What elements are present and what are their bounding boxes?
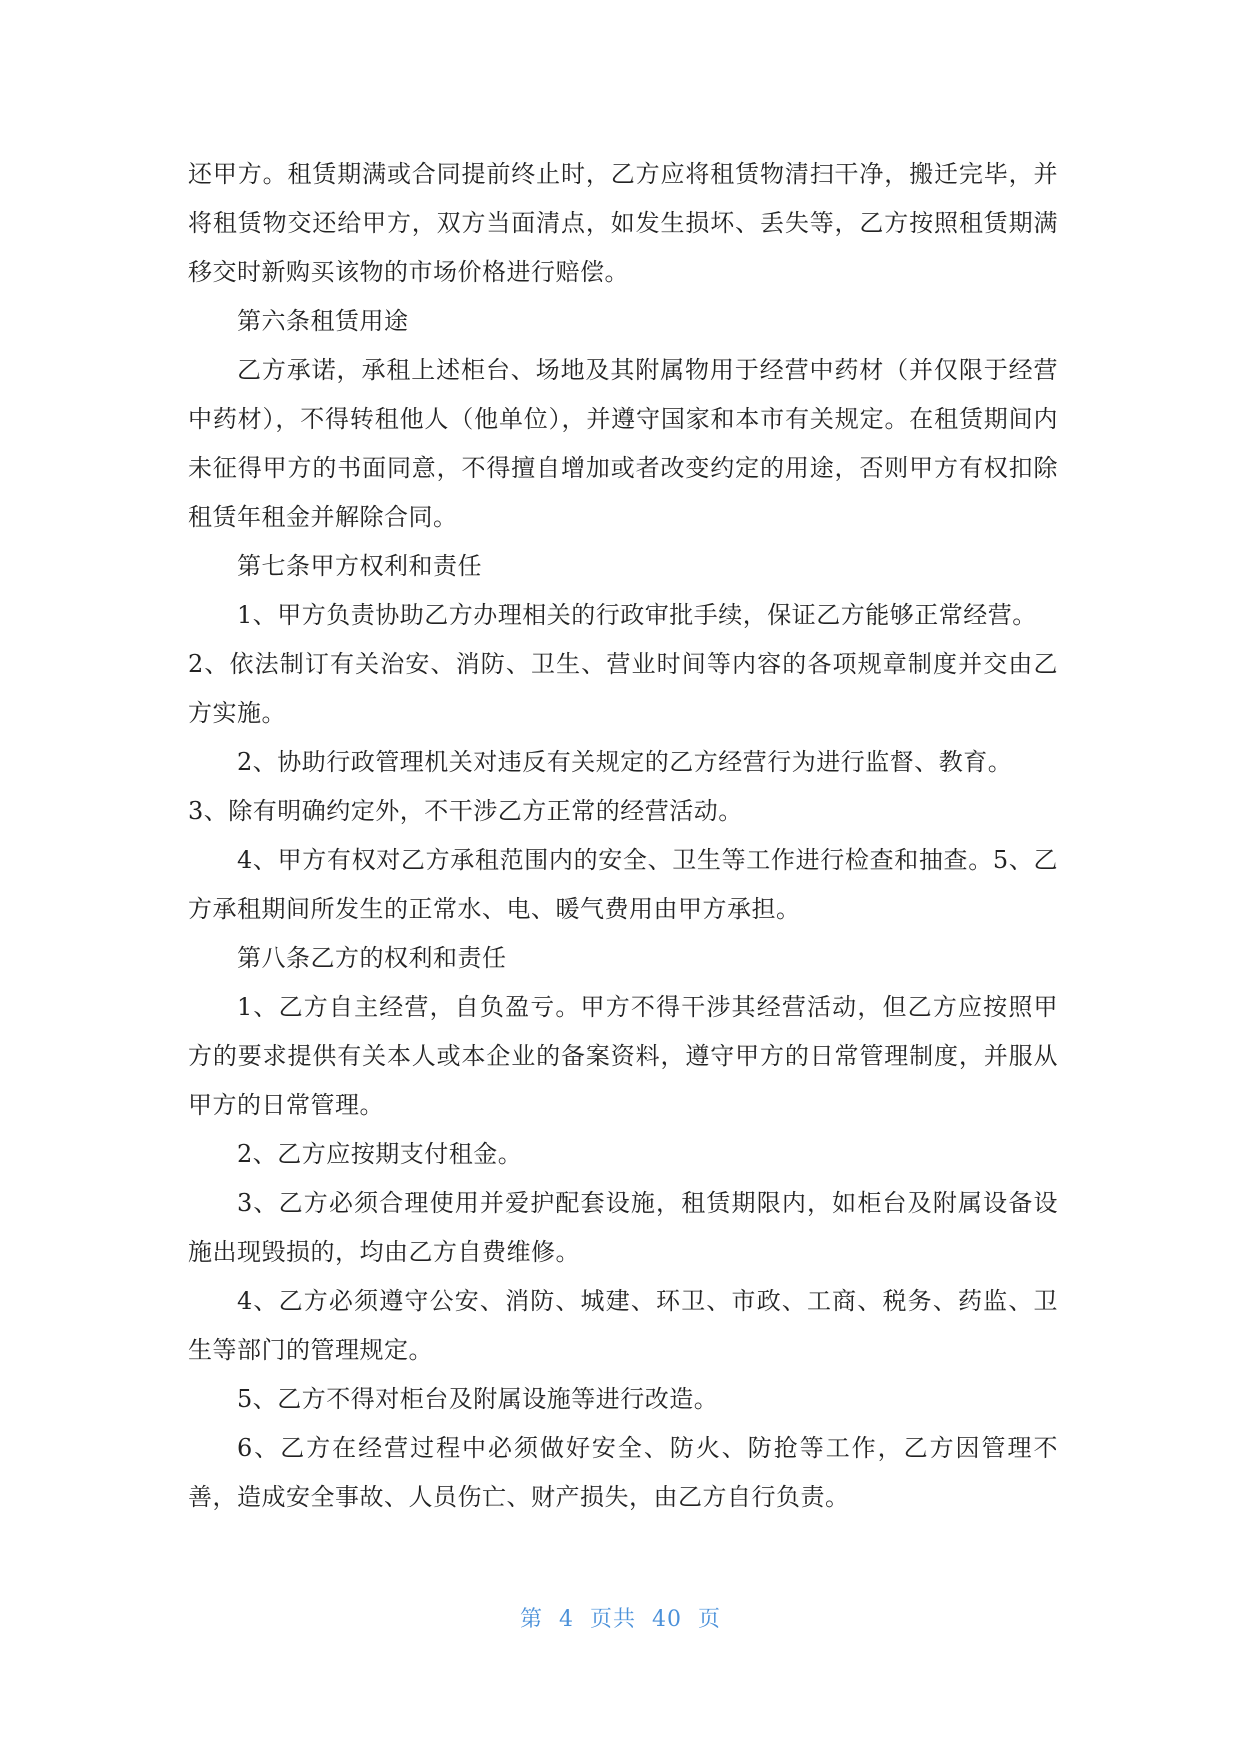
paragraph-3: 乙方承诺，承租上述柜台、场地及其附属物用于经营中药材（并仅限于经营中药材），不得转租他人（他单位），并遵守国家和本市有关规定。在租赁期间内未征得甲方的书面同意，不得擅自增加或者改变约定的用途，否则甲方有权扣除租赁年租金并解除合同。	[188, 356, 1058, 531]
paragraph-9: 4、甲方有权对乙方承租范围内的安全、卫生等工作进行检查和抽查。5、乙方承租期间所发生的正常水、电、暖气费用由甲方承担。	[188, 846, 1058, 923]
paragraph-12: 2、乙方应按期支付租金。	[237, 1140, 523, 1168]
section-heading-8: 第八条乙方的权利和责任	[237, 944, 507, 972]
footer-prefix: 第	[519, 1607, 543, 1632]
section-heading-7: 第七条甲方权利和责任	[237, 552, 482, 580]
page-footer	[0, 1602, 1241, 1633]
paragraph-7: 2、协助行政管理机关对违反有关规定的乙方经营行为进行监督、教育。	[237, 748, 1013, 776]
paragraph-5: 1、甲方负责协助乙方办理相关的行政审批手续，保证乙方能够正常经营。	[237, 601, 1037, 629]
footer-current-page: 4	[558, 1607, 574, 1632]
footer-middle: 页共	[589, 1607, 636, 1632]
paragraph-11: 1、乙方自主经营，自负盈亏。甲方不得干涉其经营活动，但乙方应按照甲方的要求提供有关本人或本企业的备案资料，遵守甲方的日常管理制度，并服从甲方的日常管理。	[188, 993, 1058, 1119]
paragraph-8: 3、除有明确约定外，不干涉乙方正常的经营活动。	[188, 797, 743, 825]
paragraph-15: 5、乙方不得对柜台及附属设施等进行改造。	[237, 1385, 719, 1413]
footer-total-pages: 40	[652, 1607, 682, 1632]
paragraph-13: 3、乙方必须合理使用并爱护配套设施，租赁期限内，如柜台及附属设备设施出现毁损的，均由乙方自费维修。	[188, 1189, 1058, 1266]
paragraph-6: 2、依法制订有关治安、消防、卫生、营业时间等内容的各项规章制度并交由乙方实施。	[188, 650, 1058, 727]
paragraph-16: 6、乙方在经营过程中必须做好安全、防火、防抢等工作，乙方因管理不善，造成安全事故、人员伤亡、财产损失，由乙方自行负责。	[188, 1434, 1058, 1511]
paragraph-14: 4、乙方必须遵守公安、消防、城建、环卫、市政、工商、税务、药监、卫生等部门的管理规定。	[188, 1287, 1058, 1364]
paragraph-1: 还甲方。租赁期满或合同提前终止时，乙方应将租赁物清扫干净，搬迁完毕，并将租赁物交还给甲方，双方当面清点，如发生损坏、丢失等，乙方按照租赁期满移交时新购买该物的市场价格进行赔偿。	[188, 160, 1058, 286]
section-heading-6: 第六条租赁用途	[237, 307, 409, 335]
footer-suffix: 页	[698, 1607, 722, 1632]
document-body	[188, 150, 1058, 1522]
